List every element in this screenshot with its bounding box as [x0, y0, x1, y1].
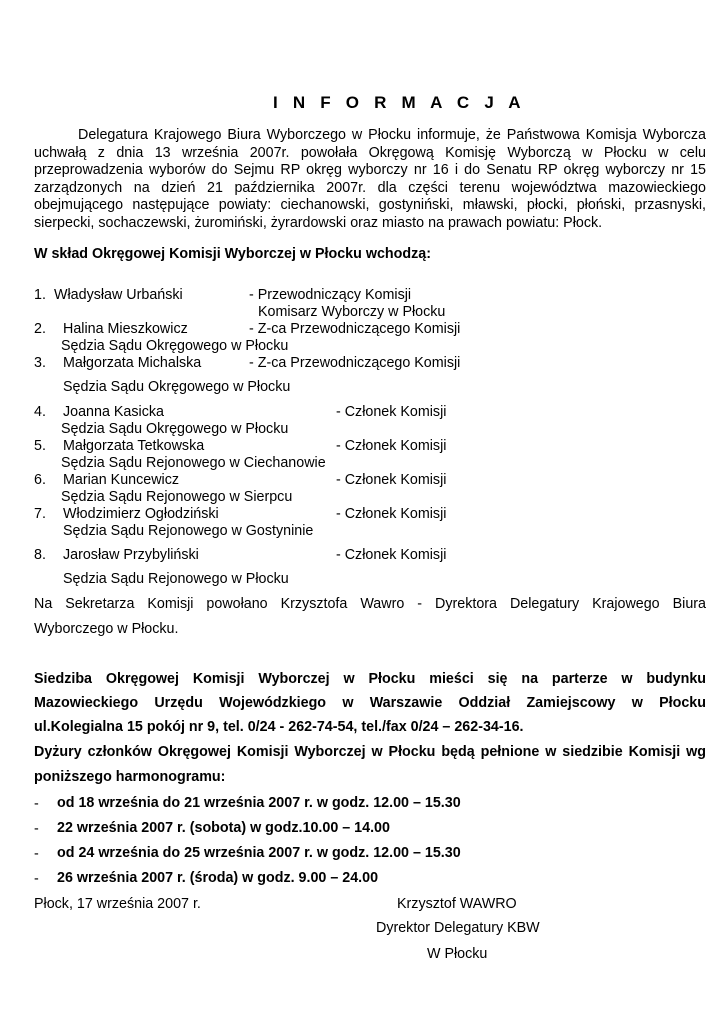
seat-line: Mazowieckiego Urzędu Wojewódzkiego w Warszawie Oddział Zamiejscowy w Płocku	[34, 695, 706, 711]
member-role: - Członek Komisji	[336, 438, 447, 454]
intro-line: obejmującego następujące powiaty: ciechanowski, gostyniński, mławski, płocki, płoński, przasnyski,	[34, 197, 706, 213]
member-name: Jarosław Przybyliński	[63, 547, 199, 563]
schedule-item: 26 września 2007 r. (środa) w godz. 9.00 – 24.00	[57, 870, 379, 886]
duty-line: poniższego harmonogramu:	[34, 769, 226, 785]
member-role: - Członek Komisji	[336, 547, 447, 563]
signature-location: W Płocku	[427, 946, 488, 962]
member-name: Marian Kuncewicz	[63, 472, 180, 488]
member-description: Sędzia Sądu Rejonowego w Sierpcu	[61, 489, 293, 505]
secretary-line: Wyborczego w Płocku.	[34, 621, 179, 637]
document-title: I N F O R M A C J A	[273, 93, 526, 112]
member-description: Sędzia Sądu Rejonowego w Ciechanowie	[61, 455, 326, 471]
member-description: Sędzia Sądu Okręgowego w Płocku	[61, 421, 289, 437]
composition-heading: W skład Okręgowej Komisji Wyborczej w Płocku wchodzą:	[34, 246, 431, 262]
member-role: - Członek Komisji	[336, 404, 447, 420]
schedule-bullet: -	[34, 796, 39, 812]
intro-line: Delegatura Krajowego Biura Wyborczego w Płocku informuje, że Państwowa Komisja Wyborcza	[78, 127, 706, 143]
signature-name: Krzysztof WAWRO	[397, 896, 517, 912]
member-role: - Z-ca Przewodniczącego Komisji	[249, 355, 461, 371]
member-number: 4.	[34, 404, 46, 420]
schedule-bullet: -	[34, 821, 39, 837]
member-role: - Przewodniczący Komisji	[249, 287, 412, 303]
member-name: Joanna Kasicka	[63, 404, 164, 420]
member-name: Małgorzata Michalska	[63, 355, 202, 371]
schedule-item: od 24 września do 25 września 2007 r. w godz. 12.00 – 15.30	[57, 845, 461, 861]
schedule-item: od 18 września do 21 września 2007 r. w godz. 12.00 – 15.30	[57, 795, 461, 811]
member-name: Halina Mieszkowicz	[63, 321, 188, 337]
schedule-bullet: -	[34, 871, 39, 887]
member-role: - Członek Komisji	[336, 506, 447, 522]
place-date: Płock, 17 września 2007 r.	[34, 896, 201, 912]
member-number: 8.	[34, 547, 46, 563]
duty-line: Dyżury członków Okręgowej Komisji Wyborczej w Płocku będą pełnione w siedzibie Komisji wg	[34, 744, 706, 760]
member-number: 7.	[34, 506, 46, 522]
intro-line: zarządzonych na dzień 21 października 2007r. dla części terenu województwa mazowieckiego	[34, 180, 706, 196]
member-role: - Z-ca Przewodniczącego Komisji	[249, 321, 461, 337]
member-number: 6.	[34, 472, 46, 488]
member-number: 5.	[34, 438, 46, 454]
seat-line: Siedziba Okręgowej Komisji Wyborczej w Płocku mieści się na parterze w budynku	[34, 671, 706, 687]
member-number: 1.	[34, 287, 46, 303]
seat-line: ul.Kolegialna 15 pokój nr 9, tel. 0/24 - 262-74-54, tel./fax 0/24 – 262-34-16.	[34, 719, 524, 735]
member-name: Włodzimierz Ogłodziński	[63, 506, 219, 522]
member-description: Sędzia Sądu Rejonowego w Gostyninie	[63, 523, 314, 539]
member-role: - Członek Komisji	[336, 472, 447, 488]
intro-line: uchwałą z dnia 13 września 2007r. powołała Okręgową Komisję Wyborczą w Płocku w celu	[34, 145, 706, 161]
schedule-bullet: -	[34, 846, 39, 862]
member-description: Sędzia Sądu Okręgowego w Płocku	[63, 379, 291, 395]
member-number: 3.	[34, 355, 46, 371]
secretary-line: Na Sekretarza Komisji powołano Krzysztofa Wawro - Dyrektora Delegatury Krajowego Biura	[34, 596, 706, 612]
member-name: Małgorzata Tetkowska	[63, 438, 205, 454]
member-description: Sędzia Sądu Rejonowego w Płocku	[63, 571, 289, 587]
member-description: Sędzia Sądu Okręgowego w Płocku	[61, 338, 289, 354]
schedule-item: 22 września 2007 r. (sobota) w godz.10.00 – 14.00	[57, 820, 390, 836]
member-description: Komisarz Wyborczy w Płocku	[258, 304, 446, 320]
intro-line: przeprowadzenia wyborów do Sejmu RP okręg wyborczy nr 16 i do Senatu RP okręg wyborczy nr 15	[34, 162, 706, 178]
member-name: Władysław Urbański	[54, 287, 183, 303]
member-number: 2.	[34, 321, 46, 337]
signature-position: Dyrektor Delegatury KBW	[376, 920, 540, 936]
intro-line: sierpecki, sochaczewski, żuromiński, żyrardowski oraz miasto na prawach powiatu: Płock.	[34, 215, 603, 231]
